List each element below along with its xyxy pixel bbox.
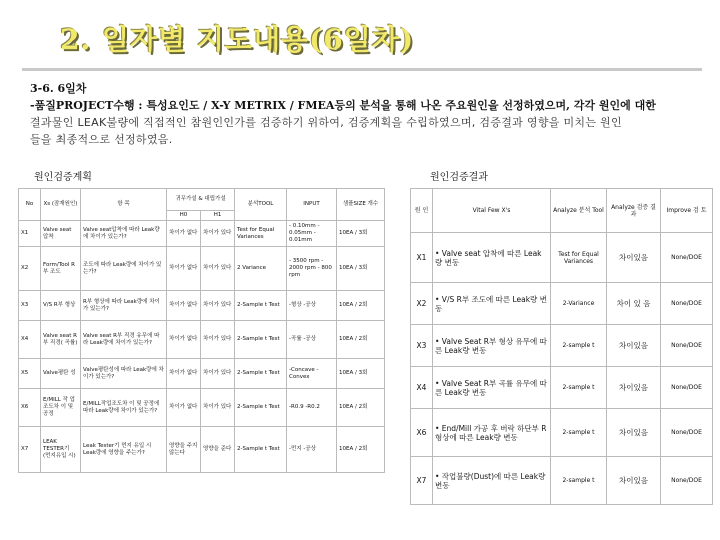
plan-xs: Valve평탄 성 — [41, 359, 81, 389]
result-verdict: 차이있음 — [607, 325, 661, 367]
plan-section-label: 원인검증계획 — [34, 172, 92, 183]
plan-xs: Valve seat 압착 — [41, 221, 81, 247]
plan-tool: 2-Sample t Test — [235, 321, 287, 359]
plan-h1: 차이가 있다 — [201, 389, 235, 427]
result-header-improve: Improve 검 토 — [661, 189, 713, 233]
plan-item: Valve seat R부 직경 유무에 따라 Leak량에 차이가 있는가? — [81, 321, 167, 359]
plan-header-h1: H1 — [201, 211, 235, 221]
result-section-label: 원인검증결과 — [430, 172, 488, 183]
plan-h1: 차이가 있다 — [201, 291, 235, 321]
plan-input: -곡률 -공상 — [287, 321, 337, 359]
plan-header-item: 항 목 — [81, 189, 167, 221]
plan-no: X2 — [19, 247, 41, 291]
plan-header-input: INPUT — [287, 189, 337, 221]
plan-tool: 2-Sample t Test — [235, 427, 287, 473]
plan-h1: 차이가 있다 — [201, 221, 235, 247]
result-verdict: 차이 있 음 — [607, 283, 661, 325]
plan-size: 10EA / 2회 — [337, 389, 385, 427]
table-row — [19, 389, 385, 427]
result-no: X3 — [411, 325, 433, 367]
plan-tool: 2-Sample t Test — [235, 291, 287, 321]
table-row — [411, 457, 713, 505]
result-tool: 2-sample t — [551, 409, 607, 457]
table-row — [19, 247, 385, 291]
result-vital: • Valve Seat R부 형상 유무에 따른 Leak량 변동 — [433, 325, 551, 367]
plan-item: E/MILL작업조도차 이 및 공정에 따라 Leak량에 차이가 있는가? — [81, 389, 167, 427]
result-tool: 2-sample t — [551, 367, 607, 409]
plan-tool: 2-Sample t Test — [235, 359, 287, 389]
result-no: X2 — [411, 283, 433, 325]
plan-xs: Form/Tool R부 조도 — [41, 247, 81, 291]
plan-h0: 영향을 주지 않는다 — [167, 427, 201, 473]
plan-no: X4 — [19, 321, 41, 359]
plan-h0: 차이가 없다 — [167, 221, 201, 247]
plan-tool: Test for Equal Variances — [235, 221, 287, 247]
result-header-result: Analyze 검증 결과 — [607, 189, 661, 233]
plan-header-no: No — [19, 189, 41, 221]
plan-input: -R0.9 -R0.2 — [287, 389, 337, 427]
table-row — [411, 367, 713, 409]
plan-h0: 차이가 없다 — [167, 321, 201, 359]
result-no: X1 — [411, 233, 433, 283]
plan-xs: LEAK TESTER기 (먼지유입 시) — [41, 427, 81, 473]
plan-h0: 차이가 없다 — [167, 247, 201, 291]
result-header-tool: Analyze 분석 Tool — [551, 189, 607, 233]
plan-input: - 3500 rpm - 2000 rpm - 800 rpm — [287, 247, 337, 291]
intro-line-2: 결과물인 LEAK불량에 직접적인 참원인인가를 검증하기 위하여, 검증계획을 수립하였으며, 검증결과 영향을 미치는 원인 — [30, 116, 622, 129]
result-tool: 2-sample t — [551, 457, 607, 505]
result-improve: None/DOE — [661, 325, 713, 367]
intro-line-3: 들을 최종적으로 선정하였음. — [30, 133, 173, 146]
verification-plan-table — [18, 188, 385, 473]
plan-xs: Valve seat R부 직경( 곡률) — [41, 321, 81, 359]
plan-no: X1 — [19, 221, 41, 247]
plan-item: 조도에 따라 Leak량에 차이가 있는가? — [81, 247, 167, 291]
plan-input: -먼지 -공상 — [287, 427, 337, 473]
result-no: X6 — [411, 409, 433, 457]
table-row — [19, 291, 385, 321]
result-improve: None/DOE — [661, 367, 713, 409]
plan-no: X5 — [19, 359, 41, 389]
plan-size: 10EA / 2회 — [337, 321, 385, 359]
table-row — [411, 409, 713, 457]
result-vital: • Valve seat 압착에 따른 Leak량 변동 — [433, 233, 551, 283]
result-vital: • V/S R부 조도에 따른 Leak량 변동 — [433, 283, 551, 325]
plan-size: 10EA / 3회 — [337, 359, 385, 389]
plan-no: X3 — [19, 291, 41, 321]
plan-h1: 차이가 있다 — [201, 321, 235, 359]
title-divider — [22, 68, 702, 71]
intro-text — [30, 80, 690, 148]
plan-item: Valve seat압착에 따라 Leak량에 차이가 있는가? — [81, 221, 167, 247]
result-improve: None/DOE — [661, 283, 713, 325]
plan-h1: 차이가 있다 — [201, 247, 235, 291]
result-tool: 2-sample t — [551, 325, 607, 367]
result-verdict: 차이있음 — [607, 409, 661, 457]
result-improve: None/DOE — [661, 233, 713, 283]
plan-size: 10EA / 2회 — [337, 427, 385, 473]
result-header-vital: Vital Few X's — [433, 189, 551, 233]
plan-h0: 차이가 없다 — [167, 291, 201, 321]
result-header-no: 원 인 — [411, 189, 433, 233]
result-tool: 2-Variance — [551, 283, 607, 325]
plan-item: Leak Tester기 먼지 유입 시 Leak량에 영향을 주는가? — [81, 427, 167, 473]
plan-size: 10EA / 3회 — [337, 221, 385, 247]
plan-header-xs: Xs (잠재원인) — [41, 189, 81, 221]
page-title: 2. 일자별 지도내용(6일차) — [60, 23, 415, 56]
plan-input: - 0.10mm - 0.05mm - 0.01mm — [287, 221, 337, 247]
plan-h1: 차이가 있다 — [201, 359, 235, 389]
plan-input: -형상 -공상 — [287, 291, 337, 321]
result-vital: • 작업불량(Dust)에 따른 Leak량 변동 — [433, 457, 551, 505]
result-no: X7 — [411, 457, 433, 505]
intro-heading: 3-6. 6일차 — [30, 82, 87, 95]
table-row — [411, 233, 713, 283]
table-row — [19, 321, 385, 359]
table-row — [411, 325, 713, 367]
plan-xs: V/S R부 형상 — [41, 291, 81, 321]
plan-tool: 2 Variance — [235, 247, 287, 291]
plan-header-hypothesis: 귀무가설 & 대립가설 — [167, 189, 235, 211]
table-row — [19, 359, 385, 389]
result-verdict: 차이있음 — [607, 233, 661, 283]
plan-input: -Concave -Convex — [287, 359, 337, 389]
table-row — [411, 283, 713, 325]
plan-size: 10EA / 2회 — [337, 291, 385, 321]
plan-h0: 차이가 없다 — [167, 359, 201, 389]
result-no: X4 — [411, 367, 433, 409]
result-improve: None/DOE — [661, 457, 713, 505]
plan-no: X7 — [19, 427, 41, 473]
result-verdict: 차이있음 — [607, 457, 661, 505]
verification-result-table — [410, 188, 713, 505]
result-vital: • End/Mill 가공 후 버락 하단부 R형상에 따른 Leak량 변동 — [433, 409, 551, 457]
result-tool: Test for Equal Variances — [551, 233, 607, 283]
plan-header-size: 샘플SIZE 개수 — [337, 189, 385, 221]
plan-item: R부 형상에 따라 Leak량에 차이가 있는가? — [81, 291, 167, 321]
plan-no: X6 — [19, 389, 41, 427]
result-improve: None/DOE — [661, 409, 713, 457]
result-vital: • Valve Seat R부 곡률 유무에 따른 Leak량 변동 — [433, 367, 551, 409]
plan-h1: 영향을 준다 — [201, 427, 235, 473]
table-row — [19, 427, 385, 473]
plan-tool: 2-Sample t Test — [235, 389, 287, 427]
intro-line-1: -품질PROJECT수행 : 특성요인도 / X-Y METRIX / FMEA등의 분석을 통해 나온 주요원인을 선정하였으며, 각각 원인에 대한 — [30, 99, 656, 112]
plan-header-h0: H0 — [167, 211, 201, 221]
plan-size: 10EA / 3회 — [337, 247, 385, 291]
table-row — [19, 221, 385, 247]
plan-h0: 차이가 없다 — [167, 389, 201, 427]
result-verdict: 차이있음 — [607, 367, 661, 409]
plan-header-tool: 분석TOOL — [235, 189, 287, 221]
plan-item: Valve평탄성에 따라 Leak량에 차이가 있는가? — [81, 359, 167, 389]
plan-xs: E/MILL 작 업 조도차 이 및 공정 — [41, 389, 81, 427]
